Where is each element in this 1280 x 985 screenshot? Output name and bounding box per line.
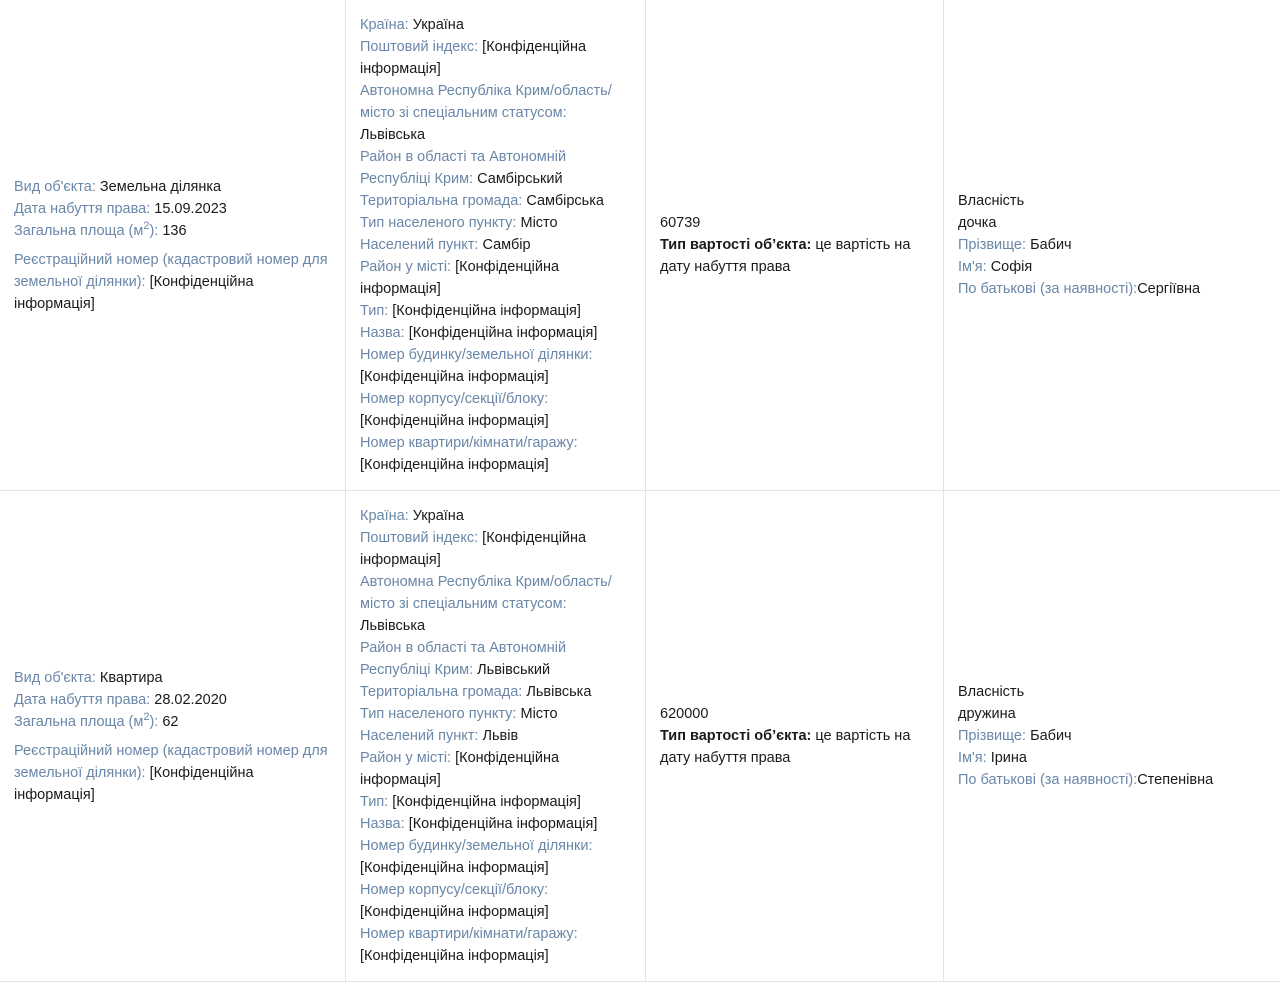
cost-type: Тип вартості об’єкта: це вартість на дату набуття права <box>660 237 911 275</box>
cost-cell <box>646 0 944 491</box>
address-cell <box>346 491 646 982</box>
city-district: Район у місті: [Конфіденційна інформація] <box>360 750 560 788</box>
object-type: Вид об'єкта: Земельна ділянка <box>14 178 222 195</box>
street-name: Назва: [Конфіденційна інформація] <box>360 325 598 341</box>
house-number: Номер будинку/земельної ділянки: [Конфіденційна інформація] <box>360 838 593 876</box>
object-type: Вид об'єкта: Квартира <box>14 669 163 686</box>
address-cell <box>346 0 646 491</box>
total-area: Загальна площа $(м^2)$: 62 <box>14 710 179 730</box>
owner-patronymic: По батькові (за наявності):Степенівна <box>958 772 1214 788</box>
registration-number: Реєстраційний номер (кадастровий номер для земельної ділянки): [Конфіденційна інформація] <box>14 742 328 803</box>
table-row <box>0 0 1280 491</box>
building-number: Номер корпусу/секції/блоку: [Конфіденційна інформація] <box>360 882 549 920</box>
settlement: Населений пункт: Самбір <box>360 237 531 253</box>
owner-name: Ім'я: Ірина <box>958 750 1027 766</box>
street-name: Назва: [Конфіденційна інформація] <box>360 816 598 832</box>
house-number: Номер будинку/земельної ділянки: [Конфіденційна інформація] <box>360 347 593 385</box>
owner-relation: дочка <box>958 215 997 231</box>
acquisition-date: Дата набуття права: 28.02.2020 <box>14 691 227 708</box>
building-number: Номер корпусу/секції/блоку: [Конфіденційна інформація] <box>360 391 549 429</box>
registration-number: Реєстраційний номер (кадастровий номер для земельної ділянки): [Конфіденційна інформація] <box>14 251 328 312</box>
ownership-right: Власність <box>958 193 1025 209</box>
district: Район в області та Автономній Республіці Крим: Львівський <box>360 640 567 678</box>
owner-name: Ім'я: Софія <box>958 259 1033 275</box>
apartment-number: Номер квартири/кімнати/гаражу: [Конфіденційна інформація] <box>360 926 578 964</box>
owner-surname: Прізвище: Бабич <box>958 237 1072 253</box>
owner-cell <box>944 491 1280 982</box>
region: Автономна Республіка Крим/область/місто зі спеціальним статусом: Львівська <box>360 83 612 143</box>
table-row <box>0 491 1280 982</box>
acquisition-date: Дата набуття права: 15.09.2023 <box>14 200 227 217</box>
community: Територіальна громада: Львівська <box>360 684 592 700</box>
district: Район в області та Автономній Республіці Крим: Самбірський <box>360 149 567 187</box>
city-district: Район у місті: [Конфіденційна інформація] <box>360 259 560 297</box>
street-type: Тип: [Конфіденційна інформація] <box>360 794 581 810</box>
settlement-type: Тип населеного пункту: Місто <box>360 215 558 231</box>
settlement: Населений пункт: Львів <box>360 728 519 744</box>
street-type: Тип: [Конфіденційна інформація] <box>360 303 581 319</box>
country: Країна: Україна <box>360 17 464 33</box>
postal-code: Поштовий індекс: [Конфіденційна інформація] <box>360 39 587 77</box>
cost-amount: 620000 <box>660 706 709 722</box>
owner-patronymic: По батькові (за наявності):Сергіївна <box>958 281 1201 297</box>
cost-cell <box>646 491 944 982</box>
apartment-number: Номер квартири/кімнати/гаражу: [Конфіденційна інформація] <box>360 435 578 473</box>
settlement-type: Тип населеного пункту: Місто <box>360 706 558 722</box>
cost-type: Тип вартості об’єкта: це вартість на дату набуття права <box>660 728 911 766</box>
postal-code: Поштовий індекс: [Конфіденційна інформація] <box>360 530 587 568</box>
owner-surname: Прізвище: Бабич <box>958 728 1072 744</box>
cost-amount: 60739 <box>660 215 701 231</box>
total-area: Загальна площа $(м^2)$: 136 <box>14 219 187 239</box>
owner-cell <box>944 0 1280 491</box>
region: Автономна Республіка Крим/область/місто зі спеціальним статусом: Львівська <box>360 574 612 634</box>
object-cell <box>0 491 346 982</box>
country: Країна: Україна <box>360 508 464 524</box>
ownership-right: Власність <box>958 684 1025 700</box>
owner-relation: дружина <box>958 706 1016 722</box>
object-cell <box>0 0 346 491</box>
community: Територіальна громада: Самбірська <box>360 193 604 209</box>
